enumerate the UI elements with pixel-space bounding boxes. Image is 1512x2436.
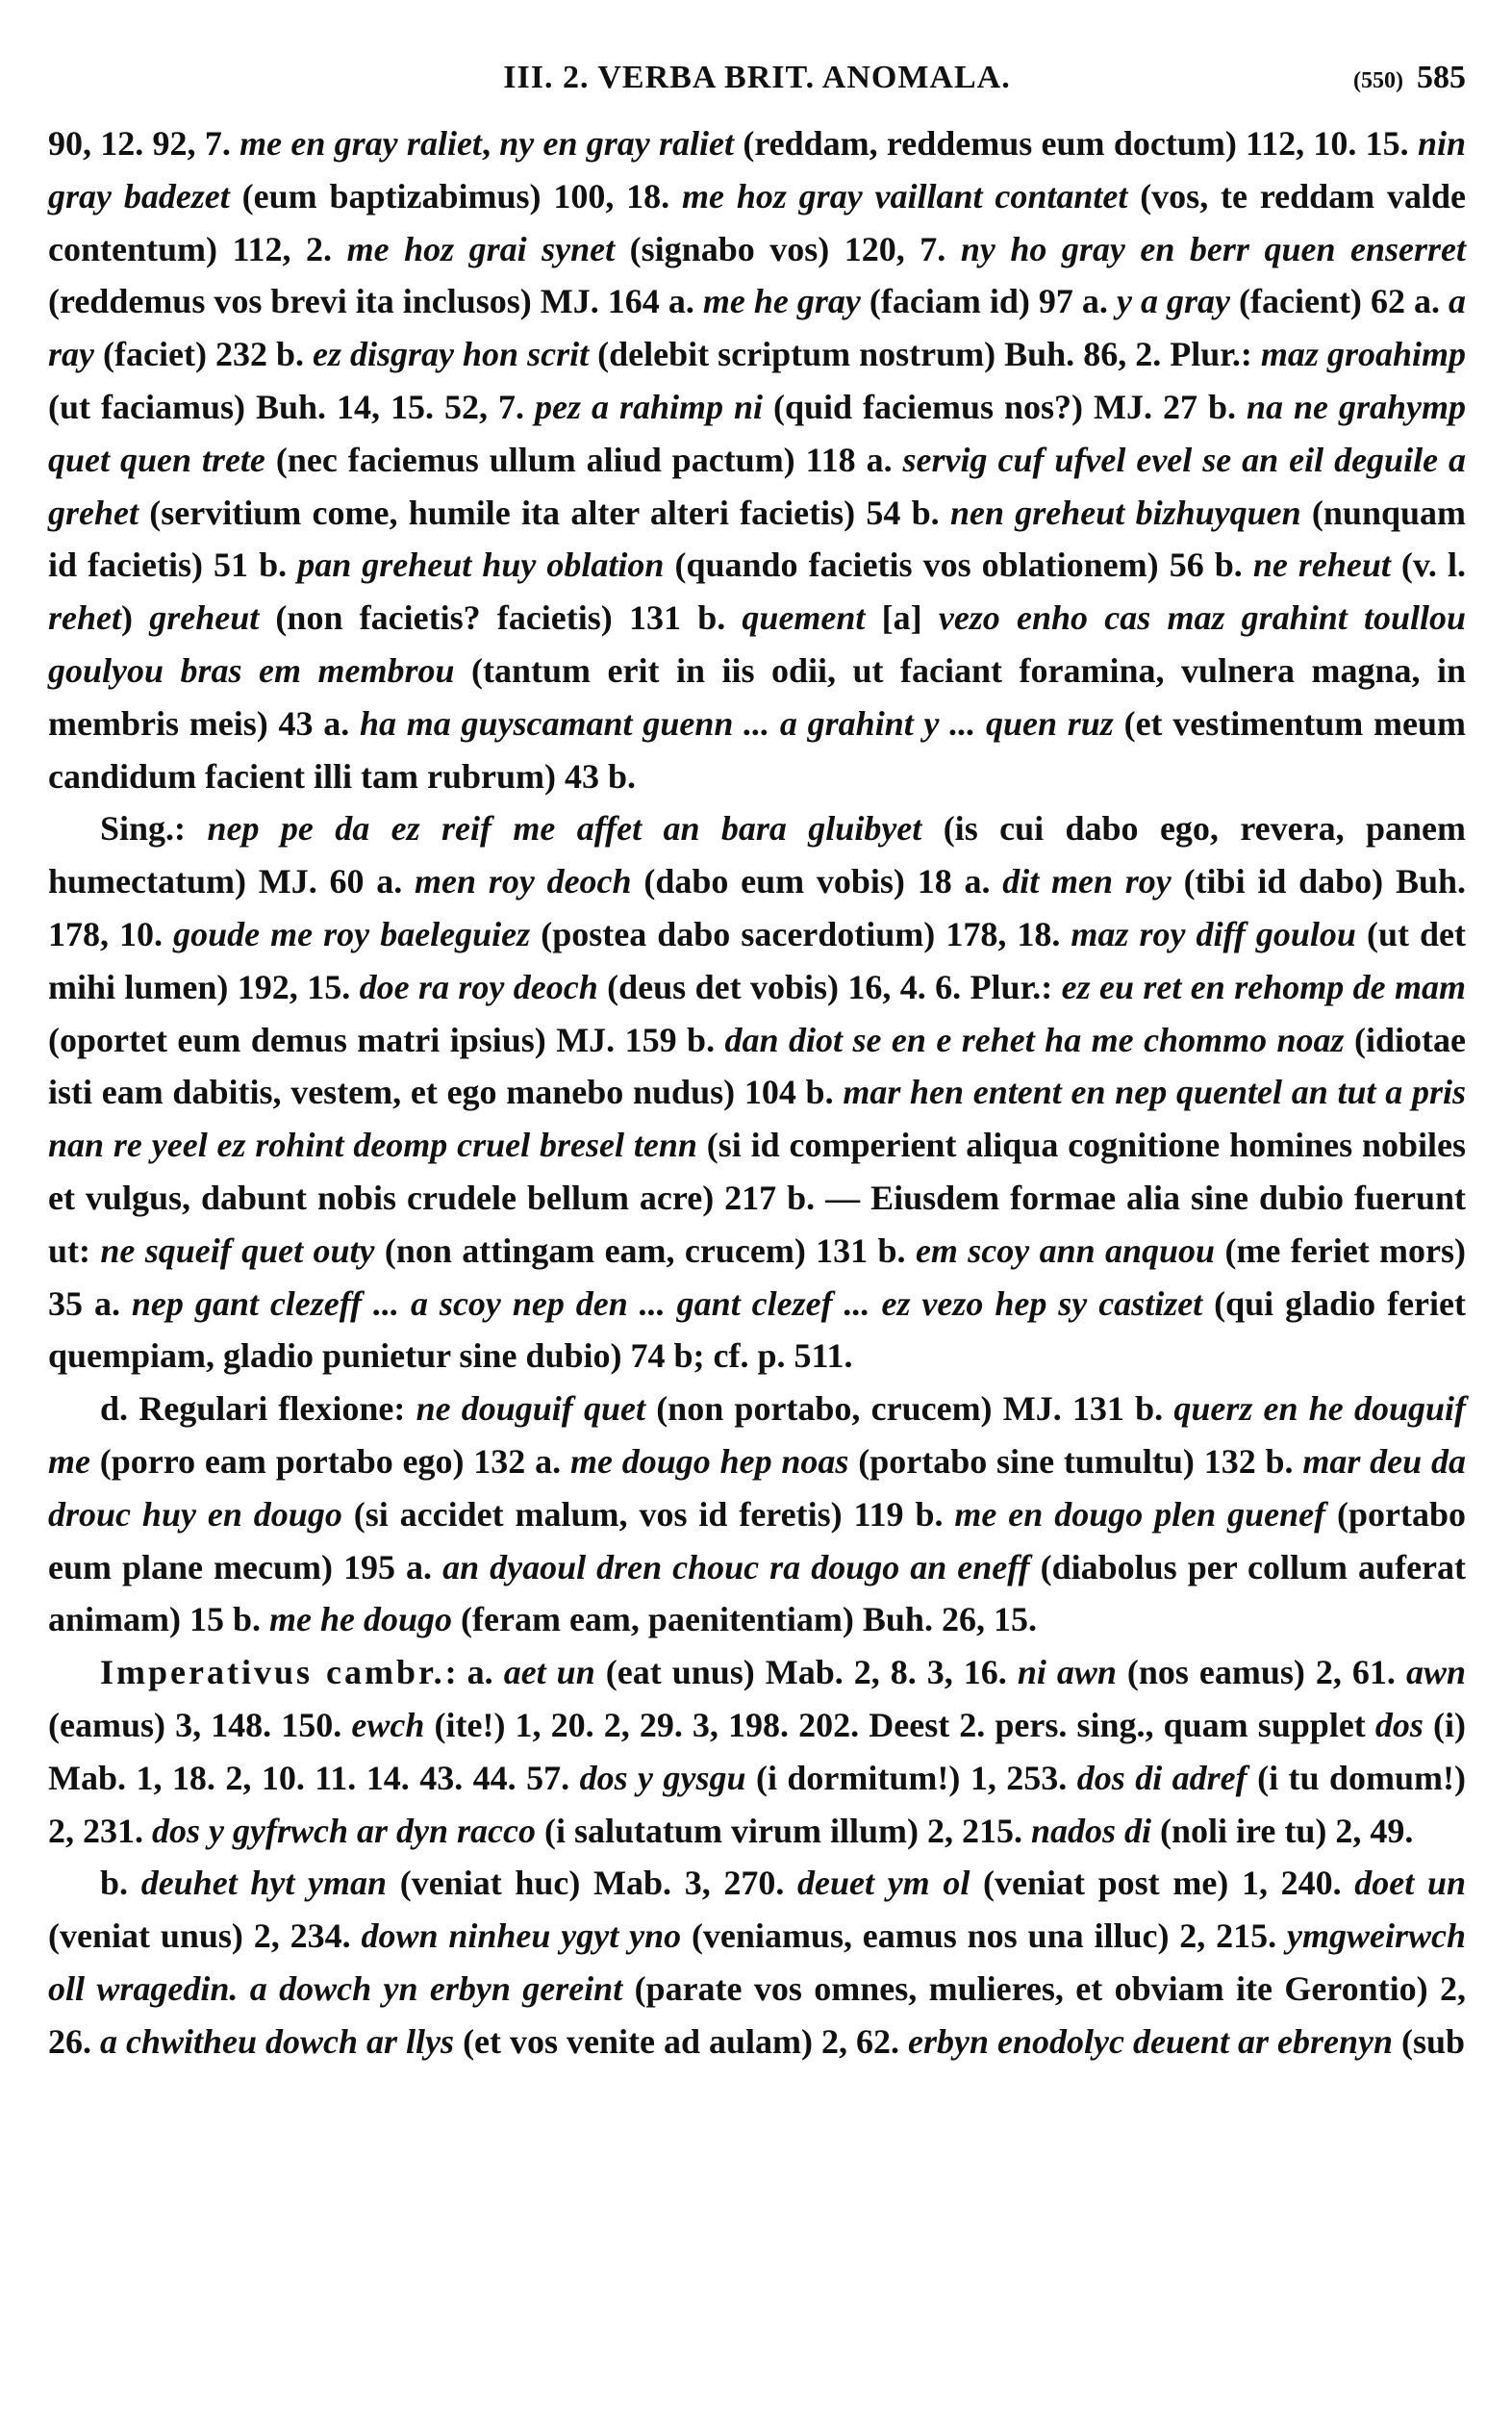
- latin-text: (ite!) 1, 20. 2, 29. 3, 198. 202. Deest 2. pers. sing., quam supplet: [424, 1705, 1375, 1744]
- breton-phrase: pez a rahimp ni: [534, 387, 763, 426]
- breton-phrase: men roy deoch: [415, 862, 632, 901]
- breton-phrase: ymgweirwch oll wragedin. a dowch yn erbyn gereint: [48, 1916, 1467, 2008]
- breton-phrase: nin gray badezet: [48, 124, 1466, 216]
- latin-text: (portabo eum plane mecum) 195 a.: [48, 1494, 1467, 1586]
- latin-text: (idiotae isti eam dabitis, vestem, et ego manebo nudus) 104 b.: [48, 1020, 1466, 1112]
- latin-text: (i salutatum virum illum) 2, 215.: [535, 1811, 1031, 1850]
- spaced-heading: Imperativus cambr.: [100, 1653, 445, 1692]
- paragraph-p5: [48, 1857, 1466, 2068]
- latin-text: (facient) 62 a.: [1229, 282, 1449, 321]
- latin-text: d. Regulari flexione:: [100, 1389, 416, 1429]
- latin-text: (non portabo, crucem) MJ. 131 b.: [645, 1389, 1174, 1429]
- breton-phrase: dan diot se en e rehet ha me chommo noaz: [724, 1020, 1345, 1059]
- breton-phrase: ny en gray raliet: [499, 124, 735, 163]
- latin-text: (si accidet malum, vos id feretis) 119 b.: [341, 1494, 955, 1534]
- latin-text: b.: [100, 1864, 141, 1903]
- latin-text: (delebit scriptum nostrum) Buh. 86, 2. Plur.:: [589, 335, 1261, 374]
- latin-text: (portabo sine tumultu) 132 b.: [848, 1441, 1303, 1481]
- breton-phrase: down ninheu ygyt yno: [361, 1916, 682, 1956]
- latin-text: (noli ire tu) 2, 49.: [1151, 1811, 1414, 1850]
- breton-phrase: ne douguif quet: [416, 1389, 645, 1429]
- latin-text: (ut faciamus) Buh. 14, 15. 52, 7.: [48, 387, 535, 426]
- latin-text: (oportet eum demus matri ipsius) MJ. 159 b.: [48, 1020, 725, 1059]
- latin-text: (eum baptizabimus) 100, 18.: [229, 176, 682, 216]
- breton-phrase: dos di adref: [1076, 1758, 1247, 1797]
- paragraph-p3: [48, 1383, 1466, 1646]
- text-body: [48, 117, 1466, 2068]
- breton-phrase: dos: [1374, 1705, 1424, 1744]
- breton-phrase: nep pe da ez reif me affet an bara gluibyet: [207, 809, 922, 849]
- latin-text: (tantum erit in iis odii, ut faciant foramina, vulnera magna, in membris meis) 43 a.: [48, 650, 1466, 743]
- latin-text: (is cui dabo ego, revera, panem humectatum) MJ. 60 a.: [48, 809, 1466, 901]
- breton-phrase: mar hen entent en nep quentel an tut a pris nan re yeel ez rohint deomp cruel bresel tenn: [48, 1073, 1466, 1165]
- latin-text: (i dormitum!) 1, 253.: [745, 1758, 1077, 1797]
- latin-text: (et vos venite ad aulam) 2, 62.: [454, 2021, 909, 2061]
- breton-phrase: servig cuf ufvel evel se an eil deguile a grehet: [48, 440, 1467, 532]
- breton-phrase: em scoy ann anquou: [915, 1231, 1216, 1270]
- latin-text: (nos eamus) 2, 61.: [1116, 1653, 1406, 1692]
- breton-phrase: ewch: [351, 1705, 425, 1744]
- breton-phrase: pan greheut huy oblation: [297, 546, 665, 585]
- latin-text: (dabo eum vobis) 18 a.: [631, 862, 1003, 901]
- breton-phrase: nados di: [1030, 1811, 1152, 1850]
- latin-text: ): [121, 598, 150, 638]
- latin-text: (diabolus per collum auferat animam) 15 b.: [48, 1547, 1467, 1639]
- breton-phrase: dos y gyfrwch ar dyn racco: [152, 1811, 536, 1850]
- paragraph-p1: [48, 117, 1466, 802]
- breton-phrase: aet un: [503, 1653, 595, 1692]
- header-page-numbers: [1353, 60, 1466, 96]
- latin-text: (vos, te reddam valde contentum) 112, 2.: [48, 176, 1466, 268]
- latin-text: (v. l.: [1390, 546, 1466, 585]
- breton-phrase: me dougo hep noas: [569, 1441, 849, 1481]
- breton-phrase: me hoz gray vaillant contantet: [682, 176, 1128, 216]
- latin-text: (qui gladio feriet quempiam, gladio punietur sine dubio) 74 b; cf. p. 511.: [48, 1283, 1466, 1376]
- breton-phrase: ni awn: [1017, 1653, 1117, 1692]
- latin-text: (signabo vos) 120, 7.: [615, 229, 961, 268]
- latin-text: (feram eam, paenitentiam) Buh. 26, 15.: [452, 1600, 1037, 1639]
- latin-text: (porro eam portabo ego) 132 a.: [89, 1441, 570, 1481]
- latin-text: [a]: [865, 598, 939, 638]
- latin-text: (veniat huc) Mab. 3, 270.: [387, 1864, 798, 1903]
- breton-phrase: y a gray: [1116, 282, 1230, 321]
- breton-phrase: dit men roy: [1002, 862, 1172, 901]
- latin-text: 90, 12. 92, 7.: [48, 124, 240, 163]
- breton-phrase: maz groahimp: [1260, 335, 1466, 374]
- breton-phrase: rehet: [48, 598, 121, 638]
- breton-phrase: doe ra roy deoch: [359, 967, 598, 1006]
- latin-text: (me feriet mors) 35 a.: [48, 1231, 1467, 1323]
- running-header: [48, 50, 1466, 117]
- latin-text: (veniat unus) 2, 234.: [48, 1916, 362, 1956]
- breton-phrase: me he dougo: [269, 1600, 453, 1639]
- breton-phrase: me en gray raliet: [239, 124, 482, 163]
- breton-phrase: ez disgray hon scrit: [313, 335, 590, 374]
- latin-text: (si id comperient aliqua cognitione homines nobiles et vulgus, dabunt nobis crudele bellum acre) 217 b. — Eiusdem formae alia sine dubio fuerunt ut:: [48, 1126, 1466, 1270]
- breton-phrase: maz roy diff goulou: [1071, 914, 1356, 953]
- breton-phrase: na ne grahymp quet quen trete: [48, 387, 1466, 479]
- breton-phrase: nep gant clezeff ... a scoy nep den ... gant clezef ... ez vezo hep sy castizet: [131, 1283, 1203, 1323]
- breton-phrase: goude me roy baeleguiez: [173, 914, 531, 953]
- latin-text: : a.: [444, 1653, 504, 1692]
- breton-phrase: mar deu da drouc huy en dougo: [48, 1441, 1466, 1534]
- latin-text: (faciet) 232 b.: [94, 335, 313, 374]
- paragraph-p4: [48, 1646, 1466, 1857]
- latin-text: (faciam id) 97 a.: [860, 282, 1117, 321]
- breton-phrase: doet un: [1354, 1864, 1466, 1903]
- latin-text: (nec faciemus ullum aliud pactum) 118 a.: [265, 440, 903, 479]
- latin-text: (eat unus) Mab. 2, 8. 3, 16.: [594, 1653, 1018, 1692]
- latin-text: (non facietis? facietis) 131 b.: [259, 598, 743, 638]
- latin-text: (parate vos omnes, mulieres, et obviam ite Gerontio) 2, 26.: [48, 1968, 1466, 2061]
- latin-text: (ut det mihi lumen) 192, 15.: [48, 914, 1467, 1006]
- latin-text: (reddam, reddemus eum doctum) 112, 10. 15.: [734, 124, 1418, 163]
- breton-phrase: greheut: [149, 598, 260, 638]
- breton-phrase: ny ho gray en berr quen enserret: [960, 229, 1466, 268]
- page-number: 585: [1417, 60, 1466, 95]
- breton-phrase: querz en he douguif me: [48, 1389, 1466, 1481]
- latin-text: (deus det vobis) 16, 4. 6. Plur.:: [597, 967, 1062, 1006]
- latin-text: ,: [481, 124, 500, 163]
- margin-page-number: (550): [1353, 68, 1403, 93]
- breton-phrase: dos y gysgu: [579, 1758, 746, 1797]
- latin-text: (postea dabo sacerdotium) 178, 18.: [530, 914, 1071, 953]
- breton-phrase: ne squeif quet outy: [100, 1231, 375, 1270]
- latin-text: (veniat post me) 1, 240.: [970, 1864, 1355, 1903]
- latin-text: (servitium come, humile ita alter alteri facietis) 54 b.: [139, 493, 950, 532]
- breton-phrase: me he gray: [702, 282, 861, 321]
- breton-phrase: ne reheut: [1252, 546, 1391, 585]
- breton-phrase: ha ma guyscamant guenn ... a grahint y ... quen ruz: [360, 703, 1114, 743]
- latin-text: (et vestimentum meum candidum facient illi tam rubrum) 43 b.: [48, 703, 1466, 796]
- breton-phrase: deuet ym ol: [797, 1864, 970, 1903]
- latin-text: (eamus) 3, 148. 150.: [48, 1705, 352, 1744]
- latin-text: (quid faciemus nos?) MJ. 27 b.: [763, 387, 1247, 426]
- latin-text: (nunquam id facietis) 51 b.: [48, 493, 1467, 585]
- paragraph-p2: [48, 802, 1466, 1383]
- latin-text: (non attingam eam, crucem) 131 b.: [374, 1231, 916, 1270]
- breton-phrase: an dyaoul dren chouc ra dougo an eneff: [442, 1547, 1030, 1586]
- breton-phrase: deuhet hyt yman: [140, 1864, 388, 1903]
- breton-phrase: me en dougo plen guenef: [954, 1494, 1326, 1534]
- breton-phrase: ez eu ret en rehomp de mam: [1061, 967, 1466, 1006]
- breton-phrase: vezo enho cas maz grahint toullou goulyou bras em membrou: [48, 598, 1466, 690]
- latin-text: Sing.:: [100, 809, 208, 849]
- breton-phrase: quement: [742, 598, 866, 638]
- latin-text: (reddemus vos brevi ita inclusos) MJ. 164 a.: [48, 282, 703, 321]
- breton-phrase: awn: [1405, 1653, 1466, 1692]
- breton-phrase: erbyn enodolyc deuent ar ebrenyn: [908, 2021, 1393, 2061]
- breton-phrase: a chwitheu dowch ar llys: [100, 2021, 455, 2061]
- breton-phrase: me hoz grai synet: [346, 229, 616, 268]
- latin-text: (i tu domum!) 2, 231.: [48, 1758, 1467, 1850]
- breton-phrase: a ray: [48, 282, 1466, 374]
- latin-text: (quando facietis vos oblationem) 56 b.: [664, 546, 1253, 585]
- latin-text: (veniamus, eamus nos una illuc) 2, 215.: [681, 1916, 1288, 1956]
- latin-text: (i) Mab. 1, 18. 2, 10. 11. 14. 43. 44. 57.: [48, 1705, 1467, 1797]
- breton-phrase: nen greheut bizhuyquen: [949, 493, 1301, 532]
- latin-text: (sub: [1392, 2021, 1466, 2061]
- latin-text: (tibi id dabo) Buh. 178, 10.: [48, 862, 1466, 953]
- header-title: III. 2. VERBA BRIT. ANOMALA.: [503, 60, 1011, 95]
